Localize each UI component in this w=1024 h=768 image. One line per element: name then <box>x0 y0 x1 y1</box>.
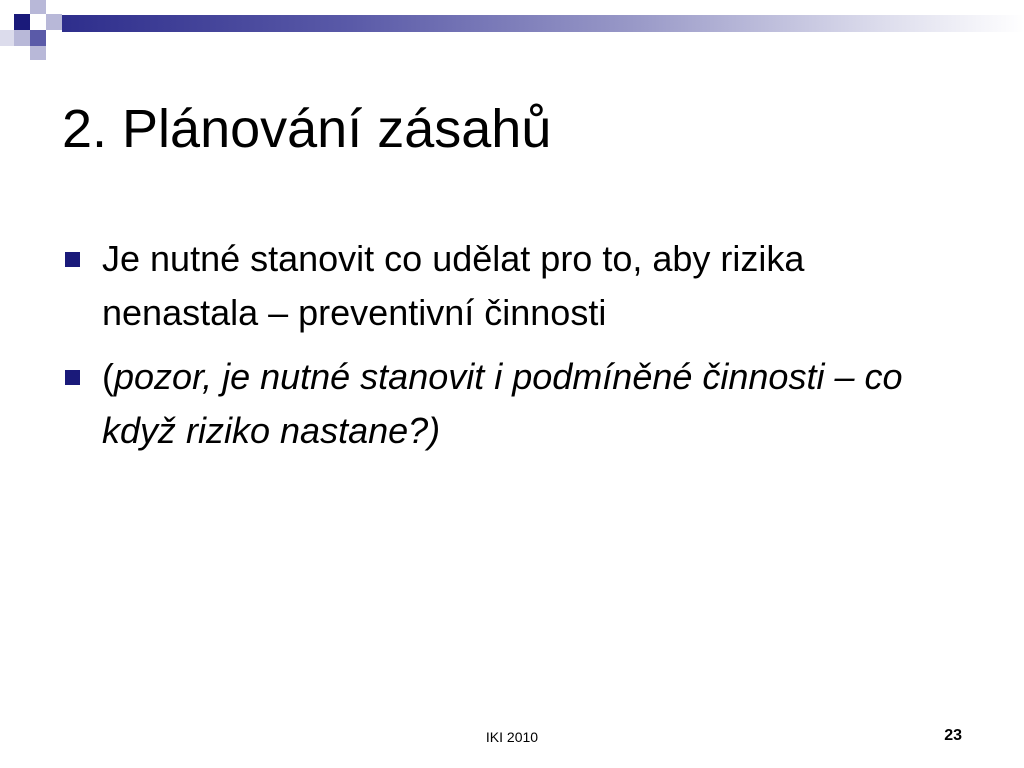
square-bullet-icon <box>65 252 80 267</box>
bullet-item <box>62 350 942 458</box>
bullet-text: Je nutné stanovit co udělat pro to, aby rizika nenastala – preventivní činnosti <box>102 238 805 333</box>
bullet-open-paren: ( <box>102 356 114 397</box>
deco-square-light <box>46 14 62 30</box>
deco-square-medium <box>30 30 46 46</box>
header-gradient-bar <box>62 15 1024 32</box>
slide-title: 2. Plánování zásahů <box>62 99 552 159</box>
page-number: 23 <box>944 727 962 744</box>
bullet-text-italic: pozor, je nutné stanovit i podmíněné činnosti – co když riziko nastane?) <box>102 356 903 451</box>
deco-square-light <box>30 0 46 14</box>
bullet-item <box>62 232 942 340</box>
deco-square-dark <box>14 14 30 30</box>
footer-text: IKI 2010 <box>485 729 539 745</box>
deco-square-light <box>30 46 46 60</box>
square-bullet-icon <box>65 370 80 385</box>
deco-square-light <box>14 30 30 46</box>
deco-square-light <box>0 30 14 46</box>
bullet-list <box>62 232 942 468</box>
header-decoration <box>0 0 1024 64</box>
